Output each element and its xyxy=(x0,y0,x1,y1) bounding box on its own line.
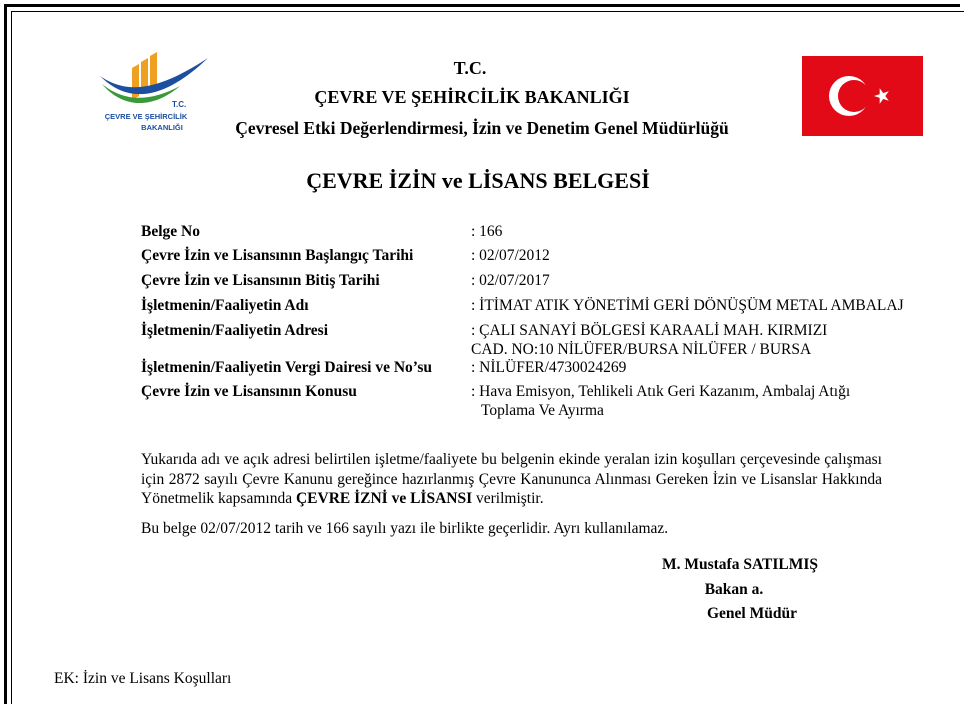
field-label-business-name: İşletmenin/Faaliyetin Adı xyxy=(141,297,309,314)
field-value-belge-no: : 166 xyxy=(471,223,503,240)
body-paragraph-bold: ÇEVRE İZNİ ve LİSANSI xyxy=(295,490,473,507)
field-label-end-date: Çevre İzin ve Lisansının Bitiş Tarihi xyxy=(141,272,380,289)
field-value-address-line2: CAD. NO:10 NİLÜFER/BURSA NİLÜFER / BURSA xyxy=(471,341,812,358)
logo-text-line2: BAKANLIĞI xyxy=(141,123,183,132)
document-title: ÇEVRE İZİN ve LİSANS BELGESİ xyxy=(306,168,650,193)
field-label-belge-no: Belge No xyxy=(141,223,200,240)
field-value-start-date: : 02/07/2012 xyxy=(471,247,550,264)
field-value-tax-office: : NİLÜFER/4730024269 xyxy=(471,359,627,376)
body-paragraph xyxy=(141,450,882,509)
logo-text-line1: ÇEVRE VE ŞEHİRCİLİK xyxy=(104,112,188,121)
field-label-subject: Çevre İzin ve Lisansının Konusu xyxy=(141,383,357,400)
signature-name: M. Mustafa SATILMIŞ xyxy=(661,556,818,573)
field-value-address: : ÇALI SANAYİ BÖLGESİ KARAALİ MAH. KIRMIZI xyxy=(471,322,828,339)
field-value-subject: : Hava Emisyon, Tehlikeli Atık Geri Kazanım, Ambalaj Atığı xyxy=(471,383,851,400)
field-label-tax-office: İşletmenin/Faaliyetin Vergi Dairesi ve No’su xyxy=(141,359,433,376)
field-value-business-name: : İTİMAT ATIK YÖNETİMİ GERİ DÖNÜŞÜM METAL AMBALAJ xyxy=(471,297,904,314)
header-directorate: Çevresel Etki Değerlendirmesi, İzin ve Denetim Genel Müdürlüğü xyxy=(235,118,729,138)
signature-title-2: Genel Müdür xyxy=(707,605,797,622)
field-value-end-date: : 02/07/2017 xyxy=(471,272,550,289)
validity-note: Bu belge 02/07/2012 tarih ve 166 sayılı yazı ile birlikte geçerlidir. Ayrı kullanılamaz. xyxy=(141,520,669,537)
header-tc: T.C. xyxy=(453,58,487,78)
body-paragraph-end: verilmiştir. xyxy=(475,490,544,507)
field-label-start-date: Çevre İzin ve Lisansının Başlangıç Tarihi xyxy=(141,247,414,264)
header-ministry: ÇEVRE VE ŞEHİRCİLİK BAKANLIĞI xyxy=(314,87,630,107)
field-label-address: İşletmenin/Faaliyetin Adresi xyxy=(141,322,329,339)
signature-title-1: Bakan a. xyxy=(704,581,764,598)
body-paragraph-text: Yukarıda adı ve açık adresi belirtilen işletme/faaliyete bu belgenin ekinde yeralan izin koşulları çerçevesinde çalışması için 2872 sayılı Çevre Kanunu gereğince hazırlanmış Çevre Kanununca Alınması Gereken İzin ve Lisanslar Hakkında Yönetmelik kapsamında xyxy=(141,451,882,507)
logo-tc: T.C. xyxy=(172,100,187,109)
annex-note: EK: İzin ve Lisans Koşulları xyxy=(54,670,232,687)
field-value-subject-line2: Toplama Ve Ayırma xyxy=(481,402,604,419)
